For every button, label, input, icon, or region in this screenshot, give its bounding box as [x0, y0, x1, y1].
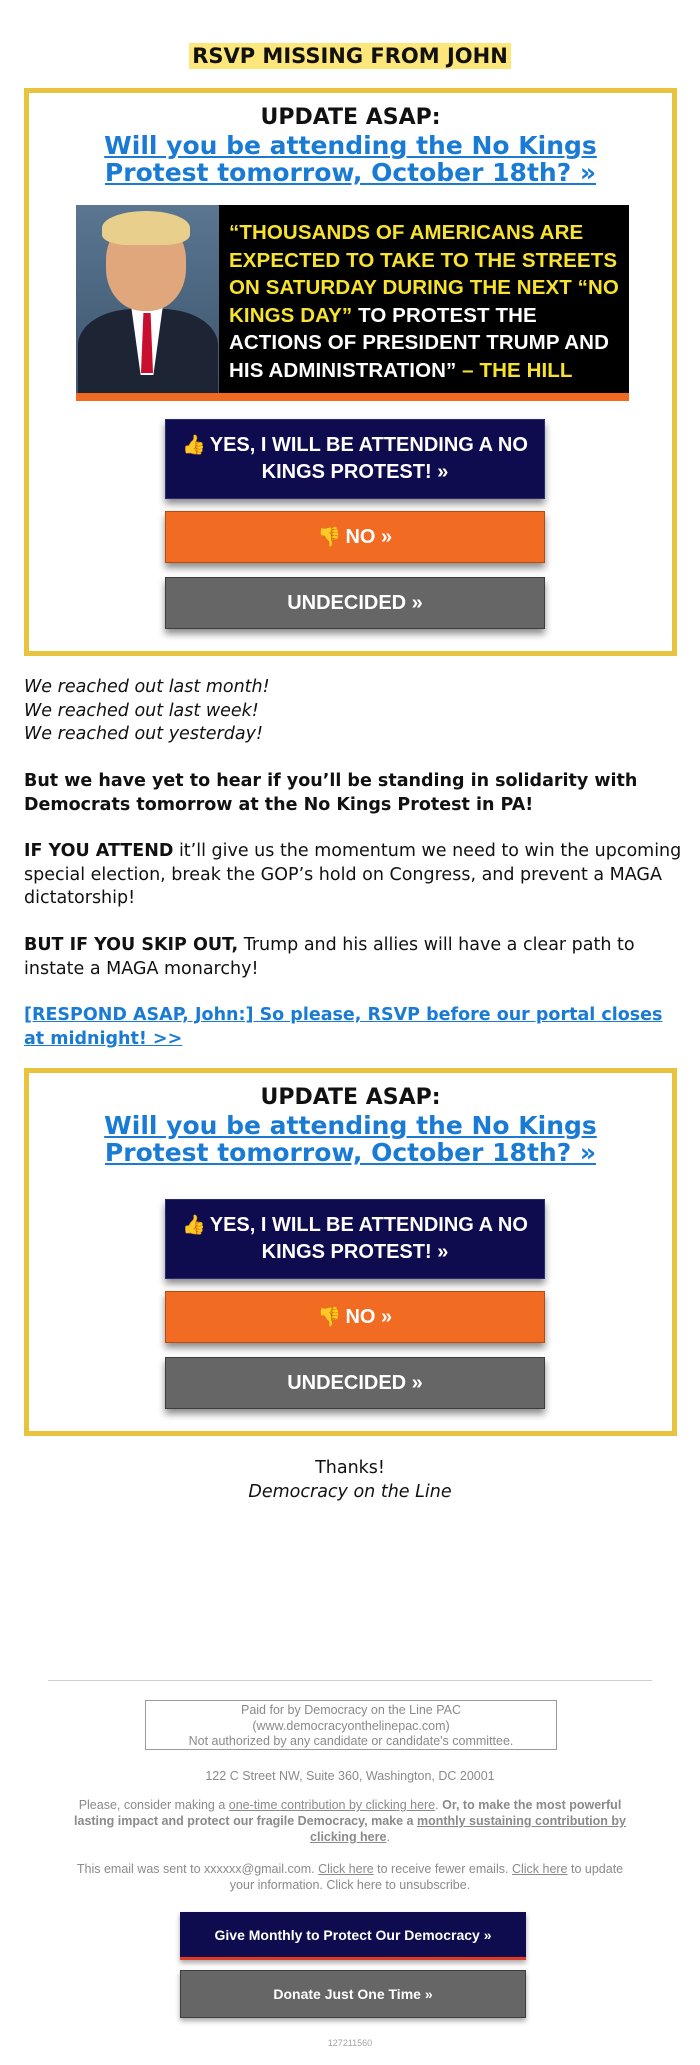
consider-bold-text: Or, to make the most powerful lasting impact and protect our fragile Democracy, make a: [74, 1798, 622, 1828]
thumbs-down-icon: 👎: [317, 526, 342, 548]
reached-line: We reached out last week!: [24, 700, 259, 721]
quote-part-1: THOUSANDS OF AMERICANS ARE EXPECTED TO TAKE TO THE STREETS ON SATURDAY DURING THE NEXT “NO KINGS DAY”: [229, 221, 619, 327]
thanks-text: Thanks!: [315, 1458, 385, 1478]
skip-text: Trump and his allies will have a clear path to instate a MAGA monarchy!: [24, 935, 635, 979]
monthly-contribution-link[interactable]: monthly sustaining contribution by clicking here: [310, 1814, 626, 1844]
email-notice: [0, 1861, 700, 1893]
respond-asap-link[interactable]: [RESPOND ASAP, John:] So please, RSVP before our portal closes at midnight! >>: [24, 1005, 663, 1049]
reached-line: We reached out last month!: [24, 677, 270, 697]
reached-out-lines: [24, 676, 684, 747]
headline-highlight: RSVP MISSING FROM JOHN: [189, 43, 511, 69]
rsvp-box-bottom: [24, 1068, 677, 1436]
hero-quote: [229, 219, 624, 384]
thumbs-up-icon: 👍: [182, 435, 206, 456]
yes-button-label: YES, I WILL BE ATTENDING A NO KINGS PROTEST! »: [209, 1214, 528, 1263]
give-monthly-button[interactable]: Give Monthly to Protect Our Democracy »: [180, 1912, 526, 1960]
attend-paragraph: [24, 840, 684, 911]
undecided-button-label: UNDECIDED »: [287, 1371, 423, 1394]
paid-line-3: Not authorized by any candidate or candidate's committee.: [188, 1734, 514, 1748]
email-headline: [0, 44, 700, 68]
yes-attending-button[interactable]: [165, 1199, 545, 1279]
attend-text: it’ll give us the momentum we need to win the upcoming special election, break the GOP’s hold on Congress, and prevent a MAGA dictatorship!: [24, 841, 682, 908]
hero-image[interactable]: [76, 205, 629, 401]
paid-for-disclaimer: [145, 1700, 557, 1750]
trump-photo: [76, 205, 219, 393]
undecided-button[interactable]: [165, 577, 545, 629]
undecided-button-label: UNDECIDED »: [287, 591, 423, 614]
reached-line: We reached out yesterday!: [24, 724, 263, 744]
no-button[interactable]: [165, 511, 545, 563]
quote-source: – THE HILL: [456, 358, 573, 382]
skip-lead: BUT IF YOU SKIP OUT,: [24, 935, 239, 955]
fewer-emails-text: to receive fewer emails.: [373, 1862, 512, 1876]
footer-divider: [48, 1680, 652, 1681]
no-button[interactable]: [165, 1291, 545, 1343]
attend-lead: IF YOU ATTEND: [24, 841, 174, 861]
paid-line-1: Paid for by Democracy on the Line PAC: [240, 1703, 461, 1717]
fewer-emails-link[interactable]: Click here: [318, 1862, 374, 1876]
yes-button-label: YES, I WILL BE ATTENDING A NO KINGS PROTEST! »: [209, 434, 528, 483]
no-button-label: NO »: [345, 1305, 393, 1328]
update-info-link[interactable]: Click here: [511, 1862, 568, 1876]
thumbs-down-icon: 👎: [317, 1306, 342, 1328]
donate-once-button[interactable]: Donate Just One Time »: [180, 1970, 526, 2018]
undecided-button[interactable]: [165, 1357, 545, 1409]
consider-text-2: .: [435, 1798, 443, 1812]
quote-open: “: [229, 221, 240, 244]
update-kicker: UPDATE ASAP:: [260, 1085, 441, 1110]
consider-text: Please, consider making a: [78, 1798, 229, 1812]
hero-accent-bar: [76, 393, 629, 401]
tracking-code: 127211560: [327, 2038, 373, 2048]
one-time-contribution-link[interactable]: one-time contribution by clicking here: [228, 1798, 436, 1812]
update-kicker: UPDATE ASAP:: [260, 105, 441, 130]
quote-part-2: TO PROTEST THE ACTIONS OF PRESIDENT TRUMP AND HIS ADMINISTRATION”: [229, 303, 609, 382]
rsvp-question-link[interactable]: Will you be attending the No Kings Protest tomorrow, October 18th? »: [104, 131, 597, 187]
paid-line-2: (www.democracyonthelinepac.com): [252, 1718, 450, 1733]
sent-to-text: This email was sent to xxxxxx@gmail.com.: [76, 1862, 319, 1876]
rsvp-box-top: [24, 88, 677, 656]
yes-attending-button[interactable]: [165, 419, 545, 499]
org-signature: Democracy on the Line: [248, 1482, 452, 1502]
contribution-paragraph: [0, 1797, 700, 1845]
consider-end: .: [386, 1830, 390, 1844]
update-unsub-text: to update your information. Click here to unsubscribe.: [229, 1862, 624, 1892]
no-button-label: NO »: [345, 525, 393, 548]
rsvp-question-link[interactable]: Will you be attending the No Kings Protest tomorrow, October 18th? »: [104, 1111, 597, 1167]
solidarity-paragraph: But we have yet to hear if you’ll be standing in solidarity with Democrats tomorrow at the No Kings Protest in PA!: [24, 771, 638, 815]
mailing-address: 122 C Street NW, Suite 360, Washington, DC 20001: [205, 1769, 495, 1783]
skip-paragraph: [24, 934, 684, 981]
thumbs-up-icon: 👍: [182, 1215, 206, 1236]
